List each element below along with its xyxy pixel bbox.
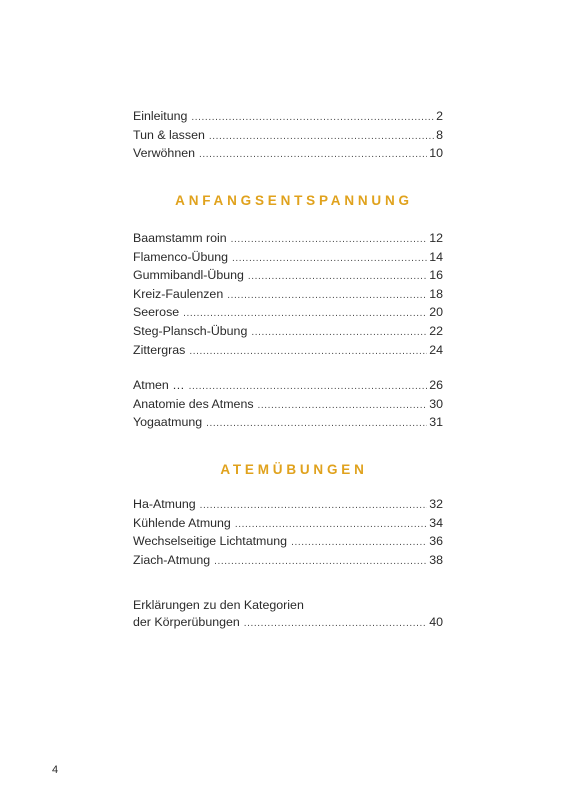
toc-entry-label: Zittergras: [133, 342, 186, 357]
toc-entry: [133, 496, 443, 515]
toc-entry-page: 34: [429, 515, 443, 530]
toc-entry-line1: [133, 597, 443, 614]
toc-entry-page: 38: [429, 552, 443, 567]
toc-entry-page: 32: [429, 497, 443, 511]
toc-entry: [133, 414, 443, 433]
toc-entry-label: Kühlende Atmung: [133, 515, 231, 530]
toc-leader-dots: [232, 251, 427, 268]
toc-entry: [133, 377, 443, 396]
toc-entry-label: Seerose: [133, 305, 180, 320]
toc-entry: [133, 286, 443, 305]
section-heading-anfangsentspannung: ANFANGSENTSPANNUNG: [175, 193, 413, 208]
toc-entry: [133, 249, 443, 268]
page-number: 4: [52, 764, 59, 776]
toc-entry: [133, 323, 443, 342]
toc-entry: [133, 614, 443, 633]
toc-entry: [133, 342, 443, 361]
toc-entry-page: 18: [429, 286, 443, 301]
toc-leader-dots: [189, 379, 428, 396]
toc-entry-page: 30: [429, 396, 443, 411]
toc-entry-label: Erklärungen zu den Kategorien: [133, 598, 304, 612]
toc-entry-page: 2: [436, 109, 443, 123]
toc-entry-page: 10: [429, 146, 443, 161]
toc-entry: [133, 515, 443, 534]
toc-group-intro: [133, 108, 443, 164]
toc-entry-label: Einleitung: [133, 109, 188, 123]
toc-entry-label: Verwöhnen: [133, 146, 196, 161]
toc-leader-dots: [183, 306, 427, 323]
toc-group-anfangsentspannung: [133, 230, 443, 360]
toc-entry-label: Flamenco-Übung: [133, 249, 229, 264]
toc-entry-page: 22: [429, 323, 443, 338]
toc-final-entry: [133, 597, 443, 632]
toc-entry-label: Atmen …: [133, 378, 185, 392]
toc-entry-label: Kreiz-Faulenzen: [133, 286, 224, 301]
toc-leader-dots: [189, 344, 427, 361]
toc-leader-dots: [235, 517, 427, 534]
toc-entry-label: Yogaatmung: [133, 415, 203, 430]
toc-entry-page: 31: [429, 415, 443, 430]
toc-entry: [133, 145, 443, 164]
section-heading-atemuebungen: ATEMÜBUNGEN: [220, 462, 368, 477]
toc-entry-page: 26: [429, 378, 443, 392]
toc-entry-label: Steg-Plansch-Übung: [133, 323, 248, 338]
toc-leader-dots: [231, 232, 428, 249]
toc-group-atemuebungen: [133, 496, 443, 570]
toc-group-atmen: [133, 377, 443, 433]
toc-entry-page: 8: [436, 127, 443, 142]
toc-leader-dots: [209, 129, 434, 146]
toc-entry-page: 12: [429, 231, 443, 245]
toc-entry: [133, 304, 443, 323]
toc-entry-page: 36: [429, 534, 443, 549]
toc-leader-dots: [214, 554, 427, 571]
toc-entry-label: Ha-Atmung: [133, 497, 196, 511]
toc-entry-label: Wechselseitige Lichtatmung: [133, 534, 288, 549]
toc-entry: [133, 127, 443, 146]
toc-leader-dots: [191, 110, 434, 127]
toc-leader-dots: [206, 416, 427, 433]
toc-entry-page: 20: [429, 305, 443, 320]
toc-entry-label: Anatomie des Atmens: [133, 396, 254, 411]
toc-entry-label: Ziach-Atmung: [133, 552, 211, 567]
toc-leader-dots: [291, 535, 427, 552]
toc-entry: [133, 267, 443, 286]
toc-entry-label: der Körperübungen: [133, 614, 240, 629]
toc-entry-label: Gummibandl-Übung: [133, 268, 244, 283]
toc-entry-page: 14: [429, 249, 443, 264]
toc-entry-label: Baamstamm roin: [133, 231, 227, 245]
toc-leader-dots: [258, 398, 428, 415]
toc-entry: [133, 230, 443, 249]
toc-entry-label: Tun & lassen: [133, 127, 205, 142]
toc-entry: [133, 533, 443, 552]
toc-leader-dots: [199, 147, 427, 164]
toc-entry-page: 16: [429, 268, 443, 283]
toc-leader-dots: [227, 288, 427, 305]
toc-leader-dots: [248, 269, 427, 286]
toc-entry: [133, 396, 443, 415]
toc-entry: [133, 552, 443, 571]
toc-leader-dots: [251, 325, 427, 342]
toc-leader-dots: [244, 616, 427, 633]
toc-entry-page: 24: [429, 342, 443, 357]
toc-entry-page: 40: [429, 614, 443, 629]
toc-entry: [133, 108, 443, 127]
toc-leader-dots: [200, 498, 428, 515]
